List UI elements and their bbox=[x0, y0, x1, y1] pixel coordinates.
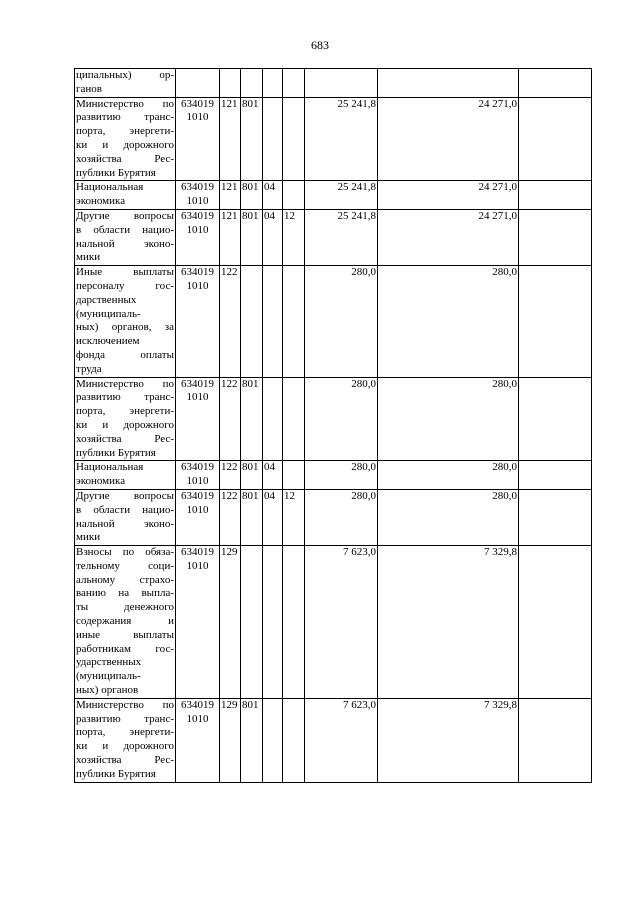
section-cell: 04 bbox=[263, 209, 283, 265]
row-name-line: (муниципаль- bbox=[76, 670, 141, 683]
target-article-line: 1010 bbox=[186, 279, 209, 292]
row-name-line: ных) органов bbox=[76, 684, 139, 697]
ministry-code-cell: 801 bbox=[241, 461, 263, 490]
expense-type-cell: 122 bbox=[220, 461, 241, 490]
subsection-cell bbox=[283, 377, 305, 461]
ministry-code-cell: 801 bbox=[241, 377, 263, 461]
amount-1-cell: 280,0 bbox=[305, 461, 378, 490]
row-name-line: исключением bbox=[76, 335, 140, 348]
target-article-line: 1010 bbox=[186, 111, 209, 124]
target-article-line: 634019 bbox=[181, 546, 214, 559]
section-cell: 04 bbox=[263, 489, 283, 545]
amount-1-cell: 280,0 bbox=[305, 377, 378, 461]
subsection-cell bbox=[283, 97, 305, 181]
amount-2-cell: 280,0 bbox=[378, 489, 519, 545]
target-article-cell bbox=[176, 489, 220, 545]
amount-2-cell: 280,0 bbox=[378, 266, 519, 377]
empty-cell bbox=[519, 461, 592, 490]
subsection-cell bbox=[283, 698, 305, 782]
target-article-cell bbox=[176, 461, 220, 490]
row-name-line: Взносы по обяза- bbox=[76, 546, 174, 559]
row-name-line: ки и дорожного bbox=[76, 138, 174, 151]
expense-type-cell: 129 bbox=[220, 698, 241, 782]
row-name-line: развитию транс- bbox=[76, 111, 174, 124]
target-article-line: 634019 bbox=[181, 489, 214, 502]
table-row bbox=[75, 181, 592, 210]
target-article-cell bbox=[176, 181, 220, 210]
row-name-line: ки и дорожного bbox=[76, 740, 174, 753]
ministry-code-cell: 801 bbox=[241, 97, 263, 181]
target-article-line: 634019 bbox=[181, 181, 214, 194]
empty-cell bbox=[519, 266, 592, 377]
ministry-code-cell bbox=[241, 69, 263, 98]
target-article-cell bbox=[176, 97, 220, 181]
row-name-line: экономика bbox=[76, 475, 126, 488]
amount-1-cell: 25 241,8 bbox=[305, 181, 378, 210]
amount-2-cell: 7 329,8 bbox=[378, 546, 519, 699]
row-name-line: экономика bbox=[76, 195, 126, 208]
row-name-cell bbox=[75, 377, 176, 461]
row-name-line: иные выплаты bbox=[76, 628, 174, 641]
ministry-code-cell bbox=[241, 266, 263, 377]
target-article-line: 1010 bbox=[186, 475, 209, 488]
row-name-cell bbox=[75, 69, 176, 98]
ministry-code-cell: 801 bbox=[241, 181, 263, 210]
table-row bbox=[75, 698, 592, 782]
row-name-line: ных) органов, за bbox=[76, 321, 174, 334]
amount-2-cell: 7 329,8 bbox=[378, 698, 519, 782]
amount-1-cell: 7 623,0 bbox=[305, 698, 378, 782]
target-article-line: 1010 bbox=[186, 503, 209, 516]
row-name-line: Национальная bbox=[76, 461, 144, 474]
row-name-line: ванию на выпла- bbox=[76, 587, 174, 600]
row-name-cell bbox=[75, 209, 176, 265]
amount-1-cell: 280,0 bbox=[305, 266, 378, 377]
table-row bbox=[75, 489, 592, 545]
row-name-line: ки и дорожного bbox=[76, 418, 174, 431]
target-article-line: 634019 bbox=[181, 266, 214, 279]
row-name-line: персоналу гос- bbox=[76, 279, 174, 292]
amount-2-cell bbox=[378, 69, 519, 98]
amount-1-cell bbox=[305, 69, 378, 98]
target-article-line: 634019 bbox=[181, 97, 214, 110]
amount-1-cell: 25 241,8 bbox=[305, 209, 378, 265]
amount-1-cell: 280,0 bbox=[305, 489, 378, 545]
subsection-cell: 12 bbox=[283, 209, 305, 265]
budget-table bbox=[74, 68, 592, 783]
target-article-cell bbox=[176, 69, 220, 98]
row-name-cell bbox=[75, 181, 176, 210]
empty-cell bbox=[519, 377, 592, 461]
target-article-cell bbox=[176, 546, 220, 699]
row-name-line: развитию транс- bbox=[76, 712, 174, 725]
row-name-line: ударственных bbox=[76, 656, 142, 669]
target-article-line: 634019 bbox=[181, 461, 214, 474]
target-article-line: 1010 bbox=[186, 559, 209, 572]
amount-2-cell: 24 271,0 bbox=[378, 181, 519, 210]
target-article-cell bbox=[176, 209, 220, 265]
empty-cell bbox=[519, 489, 592, 545]
section-cell bbox=[263, 546, 283, 699]
subsection-cell bbox=[283, 266, 305, 377]
row-name-cell bbox=[75, 489, 176, 545]
expense-type-cell: 121 bbox=[220, 97, 241, 181]
amount-2-cell: 24 271,0 bbox=[378, 97, 519, 181]
row-name-line: развитию транс- bbox=[76, 391, 174, 404]
subsection-cell bbox=[283, 546, 305, 699]
section-cell bbox=[263, 97, 283, 181]
empty-cell bbox=[519, 698, 592, 782]
row-name-line: Иные выплаты bbox=[76, 266, 174, 279]
amount-2-cell: 24 271,0 bbox=[378, 209, 519, 265]
expense-type-cell: 122 bbox=[220, 377, 241, 461]
row-name-line: Министерство по bbox=[76, 97, 174, 110]
row-name-line: публики Бурятия bbox=[76, 166, 156, 179]
row-name-line: в области нацио- bbox=[76, 223, 174, 236]
target-article-cell bbox=[176, 377, 220, 461]
ministry-code-cell: 801 bbox=[241, 209, 263, 265]
row-name-cell bbox=[75, 461, 176, 490]
row-name-line: публики Бурятия bbox=[76, 767, 156, 780]
row-name-line: содержания и bbox=[76, 615, 174, 628]
table-row bbox=[75, 546, 592, 699]
subsection-cell bbox=[283, 181, 305, 210]
expense-type-cell: 121 bbox=[220, 181, 241, 210]
target-article-line: 1010 bbox=[186, 195, 209, 208]
table-row bbox=[75, 97, 592, 181]
row-name-line: хозяйства Рес- bbox=[76, 754, 174, 767]
row-name-line: тельному соци- bbox=[76, 559, 174, 572]
target-article-line: 1010 bbox=[186, 391, 209, 404]
row-name-line: порта, энергети- bbox=[76, 726, 174, 739]
target-article-line: 1010 bbox=[186, 223, 209, 236]
row-name-line: ты денежного bbox=[76, 601, 174, 614]
row-name-cell bbox=[75, 546, 176, 699]
amount-1-cell: 7 623,0 bbox=[305, 546, 378, 699]
amount-2-cell: 280,0 bbox=[378, 461, 519, 490]
section-cell: 04 bbox=[263, 181, 283, 210]
subsection-cell bbox=[283, 69, 305, 98]
expense-type-cell: 121 bbox=[220, 209, 241, 265]
expense-type-cell bbox=[220, 69, 241, 98]
row-name-cell bbox=[75, 97, 176, 181]
row-name-line: порта, энергети- bbox=[76, 125, 174, 138]
row-name-line: порта, энергети- bbox=[76, 405, 174, 418]
row-name-line: фонда оплаты bbox=[76, 348, 174, 361]
row-name-line: мики bbox=[76, 251, 101, 264]
table-row bbox=[75, 461, 592, 490]
section-cell: 04 bbox=[263, 461, 283, 490]
table-row bbox=[75, 209, 592, 265]
empty-cell bbox=[519, 209, 592, 265]
target-article-line: 1010 bbox=[186, 712, 209, 725]
subsection-cell: 12 bbox=[283, 489, 305, 545]
ministry-code-cell: 801 bbox=[241, 489, 263, 545]
table-row bbox=[75, 266, 592, 377]
section-cell bbox=[263, 698, 283, 782]
target-article-cell bbox=[176, 266, 220, 377]
row-name-line: труда bbox=[76, 362, 102, 375]
expense-type-cell: 122 bbox=[220, 489, 241, 545]
row-name-line: Другие вопросы bbox=[76, 489, 174, 502]
ministry-code-cell: 801 bbox=[241, 698, 263, 782]
row-name-cell bbox=[75, 698, 176, 782]
row-name-line: в области нацио- bbox=[76, 503, 174, 516]
ministry-code-cell bbox=[241, 546, 263, 699]
row-name-line: дарственных bbox=[76, 293, 137, 306]
row-name-line: (муниципаль- bbox=[76, 307, 141, 320]
empty-cell bbox=[519, 546, 592, 699]
row-name-line: Министерство по bbox=[76, 698, 174, 711]
row-name-line: мики bbox=[76, 531, 101, 544]
row-name-line: хозяйства Рес- bbox=[76, 432, 174, 445]
amount-2-cell: 280,0 bbox=[378, 377, 519, 461]
row-name-line: работникам гос- bbox=[76, 642, 174, 655]
table-row bbox=[75, 377, 592, 461]
expense-type-cell: 122 bbox=[220, 266, 241, 377]
row-name-line: Национальная bbox=[76, 181, 144, 194]
row-name-line: Другие вопросы bbox=[76, 209, 174, 222]
row-name-line: публики Бурятия bbox=[76, 446, 156, 459]
row-name-line: хозяйства Рес- bbox=[76, 152, 174, 165]
page-number: 683 bbox=[311, 38, 329, 52]
row-name-line: нальной эконо- bbox=[76, 237, 174, 250]
row-name-cell bbox=[75, 266, 176, 377]
section-cell bbox=[263, 69, 283, 98]
empty-cell bbox=[519, 181, 592, 210]
amount-1-cell: 25 241,8 bbox=[305, 97, 378, 181]
target-article-line: 634019 bbox=[181, 209, 214, 222]
empty-cell bbox=[519, 97, 592, 181]
row-name-line: альному страхо- bbox=[76, 573, 174, 586]
expense-type-cell: 129 bbox=[220, 546, 241, 699]
section-cell bbox=[263, 266, 283, 377]
empty-cell bbox=[519, 69, 592, 98]
row-name-line: нальной эконо- bbox=[76, 517, 174, 530]
section-cell bbox=[263, 377, 283, 461]
target-article-line: 634019 bbox=[181, 698, 214, 711]
table-row bbox=[75, 69, 592, 98]
target-article-cell bbox=[176, 698, 220, 782]
row-name-line: Министерство по bbox=[76, 377, 174, 390]
row-name-line: ганов bbox=[76, 82, 102, 95]
target-article-line: 634019 bbox=[181, 377, 214, 390]
row-name-line: ципальных) ор- bbox=[76, 69, 174, 81]
subsection-cell bbox=[283, 461, 305, 490]
